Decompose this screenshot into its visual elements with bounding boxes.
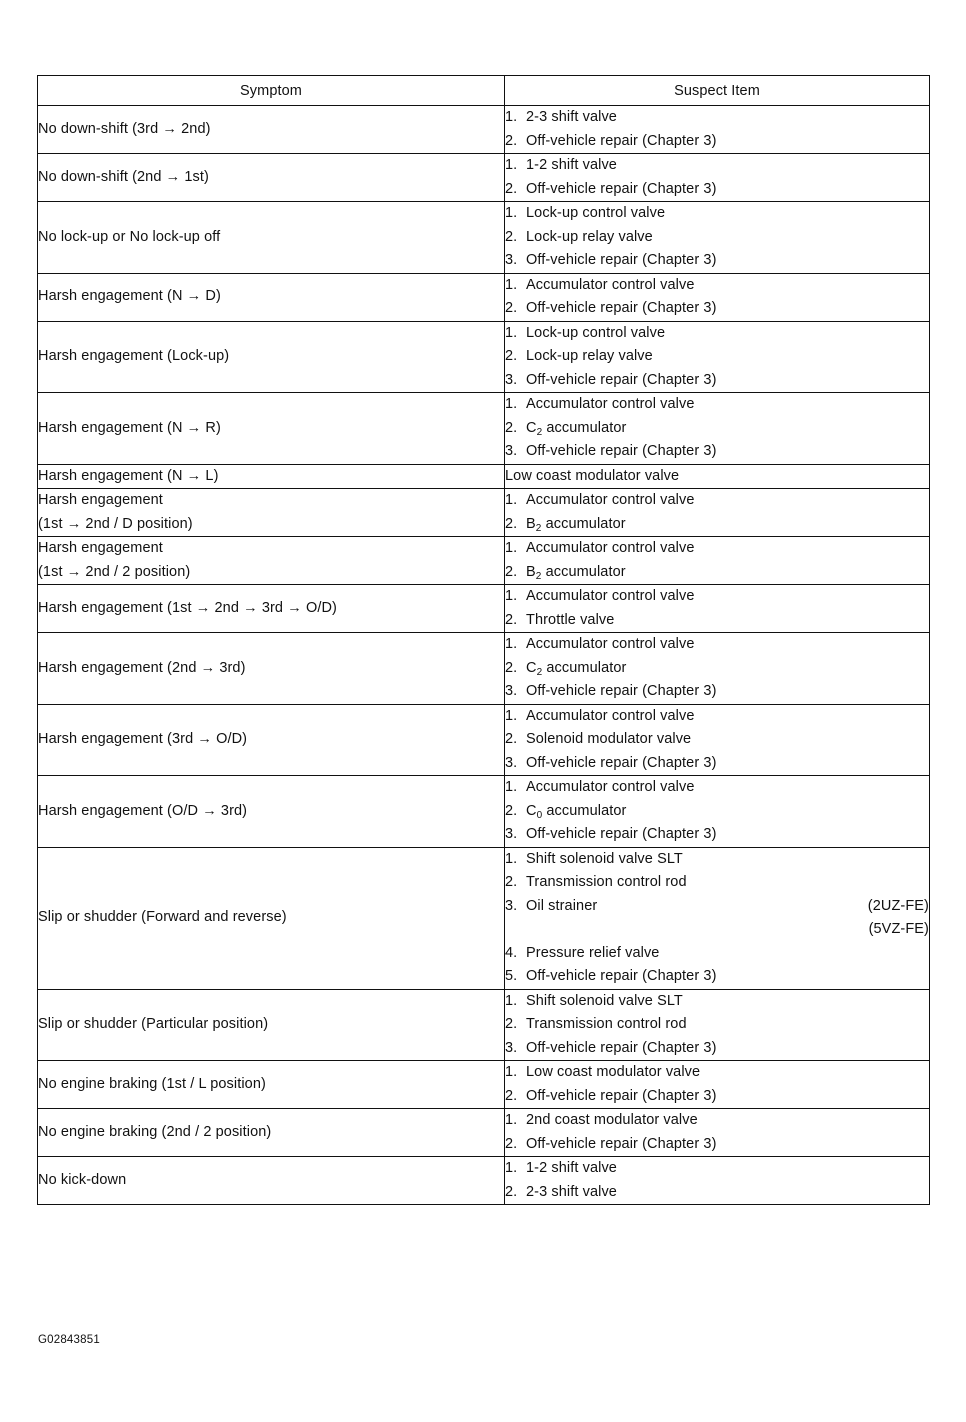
item-number: 3.: [505, 826, 518, 842]
suspect-item: [505, 417, 929, 441]
suspect-item: [505, 274, 929, 298]
item-text: Accumulator control valve: [526, 276, 695, 293]
item-number: 1.: [505, 540, 518, 556]
table-row: [38, 1157, 930, 1205]
item-text: Oil strainer: [526, 897, 598, 914]
table-row: [38, 847, 930, 989]
item-text: Accumulator control valve: [526, 540, 695, 556]
table-body: [38, 106, 930, 1205]
item-text: Off-vehicle repair (Chapter 3): [526, 826, 717, 842]
suspect-item: [505, 990, 929, 1014]
item-number: 2.: [505, 300, 518, 316]
item-text: Shift solenoid valve SLT: [526, 850, 683, 867]
item-text: Transmission control rod: [526, 1016, 687, 1032]
item-number: 3.: [505, 443, 518, 459]
suspect-item-cell: [505, 847, 930, 989]
suspect-item: [505, 823, 929, 847]
item-text: Accumulator control valve: [526, 396, 695, 412]
item-text: Lock-up control valve: [526, 205, 666, 221]
item-number: 1.: [505, 1160, 518, 1176]
suspect-item-cell: [505, 106, 930, 154]
symptom-cell: [38, 1109, 505, 1157]
item-number: 1.: [505, 205, 518, 221]
item-text: Off-vehicle repair (Chapter 3): [526, 1135, 717, 1152]
item-number: 5.: [505, 968, 518, 984]
symptom-cell: [38, 106, 505, 154]
item-text: Lock-up control valve: [526, 324, 666, 341]
symptom-text: Harsh engagement (2nd → 3rd): [38, 659, 246, 676]
item-number: 1.: [505, 324, 518, 341]
symptom-text: Harsh engagement (O/D → 3rd): [38, 802, 248, 819]
item-text: 2-3 shift valve: [526, 109, 617, 125]
symptom-cell: [38, 633, 505, 705]
item-text: $B_2$ accumulator: [526, 515, 626, 534]
item-text: 1-2 shift valve: [526, 157, 617, 173]
table-row: [38, 154, 930, 202]
table-row: [38, 537, 930, 585]
item-text: Accumulator control valve: [526, 588, 695, 604]
item-number: 2.: [505, 1016, 518, 1032]
item-number: 2.: [505, 611, 518, 628]
suspect-item-cell: [505, 1061, 930, 1109]
item-subscript: 0: [536, 809, 543, 821]
item-subscript: 2: [536, 666, 543, 678]
suspect-item: [505, 345, 929, 369]
suspect-item: [505, 106, 929, 130]
symptom-cell: [38, 989, 505, 1061]
suspect-item-cell: [505, 489, 930, 537]
engine-variant-note: (2UZ-FE): [867, 897, 929, 914]
item-number: 2.: [505, 1183, 518, 1200]
symptom-text: Harsh engagement (3rd → O/D): [38, 731, 248, 747]
item-text: [526, 918, 869, 942]
item-text: Off-vehicle repair (Chapter 3): [526, 252, 717, 268]
symptom-text: Harsh engagement (N → D): [38, 288, 221, 305]
item-text: Off-vehicle repair (Chapter 3): [526, 443, 717, 459]
suspect-item-cell: [505, 464, 930, 489]
item-number: 1.: [505, 157, 518, 173]
item-number: 1.: [505, 588, 518, 604]
item-number: 1.: [505, 779, 518, 795]
item-text: Off-vehicle repair (Chapter 3): [526, 300, 717, 316]
troubleshooting-table: [37, 75, 930, 1205]
symptom-cell: [38, 202, 505, 274]
table-row: [38, 1061, 930, 1109]
item-text: 1-2 shift valve: [526, 1160, 617, 1176]
symptom-text: Slip or shudder (Forward and reverse): [38, 909, 287, 926]
suspect-item: [505, 1181, 929, 1205]
suspect-item-cell: [505, 202, 930, 274]
suspect-item: [505, 965, 929, 989]
item-number: 2.: [505, 563, 518, 580]
symptom-text: Harsh engagement (Lock-up): [38, 348, 230, 364]
symptom-text: (1st → 2nd / 2 position): [38, 563, 191, 580]
suspect-item: [505, 585, 929, 609]
suspect-item: [505, 848, 929, 872]
suspect-item: [505, 249, 929, 273]
item-number: 4.: [505, 944, 518, 961]
item-number: 2.: [505, 1087, 518, 1104]
symptom-cell: [38, 537, 505, 585]
item-text: Throttle valve: [526, 611, 615, 628]
symptom-cell: [38, 321, 505, 393]
item-number: 2.: [505, 731, 518, 747]
suspect-item-cell: [505, 1109, 930, 1157]
symptom-cell: [38, 489, 505, 537]
item-number: 1.: [505, 707, 518, 724]
item-text: Off-vehicle repair (Chapter 3): [526, 754, 717, 771]
suspect-item: [505, 202, 929, 226]
symptom-text: Harsh engagement: [38, 492, 163, 508]
item-text: 2-3 shift valve: [526, 1183, 617, 1200]
symptom-cell: [38, 154, 505, 202]
suspect-item: [505, 393, 929, 417]
table-row: [38, 273, 930, 321]
item-number: [505, 918, 526, 942]
symptom-text: No engine braking (2nd / 2 position): [38, 1123, 272, 1140]
item-number: 1.: [505, 109, 518, 125]
suspect-item: [505, 440, 929, 464]
symptom-text: (1st → 2nd / D position): [38, 515, 193, 532]
item-text: Accumulator control valve: [526, 707, 695, 724]
suspect-item-cell: [505, 393, 930, 465]
table-row: [38, 489, 930, 537]
suspect-item-cell: [505, 1157, 930, 1205]
item-text: Low coast modulator valve: [526, 1064, 701, 1080]
symptom-text: No engine braking (1st / L position): [38, 1075, 266, 1092]
item-number: 2.: [505, 659, 518, 676]
item-number: 3.: [505, 1039, 518, 1056]
item-number: 1.: [505, 850, 518, 867]
symptom-text: Harsh engagement (N → R): [38, 419, 221, 436]
suspect-item-cell: [505, 585, 930, 633]
table-row: [38, 1109, 930, 1157]
symptom-cell: [38, 273, 505, 321]
item-number: 3.: [505, 897, 518, 914]
item-text: Lock-up relay valve: [526, 348, 653, 364]
suspect-item: [505, 537, 929, 561]
item-text: 2nd coast modulator valve: [526, 1112, 698, 1128]
item-number: 3.: [505, 683, 518, 699]
suspect-item: [505, 1085, 929, 1109]
item-text: Off-vehicle repair (Chapter 3): [526, 180, 717, 197]
symptom-text: No kick-down: [38, 1171, 127, 1188]
suspect-item: [505, 1013, 929, 1037]
symptom-cell: [38, 1157, 505, 1205]
symptom-column-header: Symptom: [38, 76, 505, 106]
item-text: Pressure relief valve: [526, 944, 660, 961]
suspect-item: [505, 154, 929, 178]
figure-id: G02843851: [38, 1334, 100, 1346]
symptom-cell: [38, 585, 505, 633]
suspect-item-cell: [505, 273, 930, 321]
symptom-cell: [38, 847, 505, 989]
symptom-cell: [38, 1061, 505, 1109]
table-row: [38, 585, 930, 633]
item-number: 1.: [505, 992, 518, 1009]
suspect-item-cell: [505, 154, 930, 202]
item-number: 1.: [505, 492, 518, 508]
item-text: $C_2$ accumulator: [526, 659, 627, 678]
suspect-item: [505, 895, 929, 919]
item-text: Off-vehicle repair (Chapter 3): [526, 1039, 717, 1056]
suspect-item: [505, 728, 929, 752]
item-text: Lock-up relay valve: [526, 228, 653, 245]
item-number: 1.: [505, 396, 518, 412]
symptom-text: Harsh engagement: [38, 540, 163, 556]
suspect-item: [505, 297, 929, 321]
suspect-item: [505, 609, 929, 633]
symptom-text: No lock-up or No lock-up off: [38, 228, 221, 245]
item-text: $B_2$ accumulator: [526, 563, 626, 582]
table-row: [38, 704, 930, 776]
item-number: 2.: [505, 180, 518, 197]
suspect-item: [505, 871, 929, 895]
item-number: 2.: [505, 802, 518, 819]
suspect-item: [505, 657, 929, 681]
item-text: Accumulator control valve: [526, 492, 695, 508]
table-row: [38, 776, 930, 848]
item-number: 2.: [505, 348, 518, 364]
symptom-text: No down-shift (3rd → 2nd): [38, 120, 211, 137]
symptom-text: Harsh engagement (N → L): [38, 467, 219, 484]
suspect-item: [505, 1037, 929, 1061]
suspect-item: [505, 226, 929, 250]
suspect-item-cell: [505, 704, 930, 776]
item-number: 1.: [505, 636, 518, 652]
suspect-item-cell: [505, 776, 930, 848]
header-row: [38, 76, 930, 106]
suspect-item: [505, 633, 929, 657]
suspect-item: [505, 465, 929, 489]
symptom-cell: [38, 464, 505, 489]
suspect-item: [505, 776, 929, 800]
item-subscript: 2: [535, 522, 542, 534]
suspect-item: [505, 130, 929, 154]
item-number: 1.: [505, 1064, 518, 1080]
item-text: Accumulator control valve: [526, 779, 695, 795]
symptom-text: No down-shift (2nd → 1st): [38, 168, 209, 185]
suspect-item: [505, 1133, 929, 1157]
suspect-item-cell: [505, 633, 930, 705]
symptom-cell: [38, 393, 505, 465]
item-number: 1.: [505, 276, 518, 293]
suspect-item: [505, 322, 929, 346]
suspect-item-column-header: Suspect Item: [505, 76, 930, 106]
item-number: 2.: [505, 515, 518, 532]
item-text: $C_2$ accumulator: [526, 419, 627, 438]
table-row: [38, 633, 930, 705]
suspect-item: [505, 942, 929, 966]
suspect-item-cell: [505, 989, 930, 1061]
symptom-cell: [38, 776, 505, 848]
table-row: [38, 106, 930, 154]
item-text: Off-vehicle repair (Chapter 3): [526, 371, 717, 388]
suspect-item: [505, 918, 929, 942]
symptom-cell: [38, 704, 505, 776]
symptom-text: Slip or shudder (Particular position): [38, 1016, 269, 1032]
item-number: 2.: [505, 419, 518, 436]
item-text: Low coast modulator valve: [505, 467, 680, 484]
suspect-item: [505, 489, 929, 513]
symptom-text: Harsh engagement (1st → 2nd → 3rd → O/D): [38, 599, 337, 616]
suspect-item: [505, 1061, 929, 1085]
suspect-item: [505, 561, 929, 585]
item-text: Shift solenoid valve SLT: [526, 992, 683, 1009]
item-number: 1.: [505, 1112, 518, 1128]
item-text: Off-vehicle repair (Chapter 3): [526, 132, 717, 149]
suspect-item: [505, 680, 929, 704]
item-number: 3.: [505, 754, 518, 771]
table-row: [38, 321, 930, 393]
item-subscript: 2: [536, 426, 543, 438]
suspect-item: [505, 705, 929, 729]
item-text: Solenoid modulator valve: [526, 731, 692, 747]
item-number: 2.: [505, 132, 518, 149]
item-text: Off-vehicle repair (Chapter 3): [526, 968, 717, 984]
suspect-item: [505, 513, 929, 537]
item-number: 2.: [505, 228, 518, 245]
suspect-item: [505, 369, 929, 393]
item-number: 2.: [505, 1135, 518, 1152]
table-row: [38, 989, 930, 1061]
table-row: [38, 202, 930, 274]
item-text: Off-vehicle repair (Chapter 3): [526, 683, 717, 699]
item-text: Transmission control rod: [526, 874, 687, 890]
item-text: Accumulator control valve: [526, 636, 695, 652]
suspect-item: [505, 752, 929, 776]
table-row: [38, 393, 930, 465]
suspect-item: [505, 1157, 929, 1181]
suspect-item: [505, 800, 929, 824]
suspect-item: [505, 178, 929, 202]
suspect-item: [505, 1109, 929, 1133]
item-number: 3.: [505, 252, 518, 268]
table-row: [38, 464, 930, 489]
item-subscript: 2: [535, 570, 542, 582]
item-text: $C_0$ accumulator: [526, 802, 627, 821]
suspect-item-cell: [505, 321, 930, 393]
item-number: 2.: [505, 874, 518, 890]
item-number: 3.: [505, 371, 518, 388]
suspect-item-cell: [505, 537, 930, 585]
engine-variant-note: (5VZ-FE): [868, 921, 929, 937]
item-text: Off-vehicle repair (Chapter 3): [526, 1087, 717, 1104]
